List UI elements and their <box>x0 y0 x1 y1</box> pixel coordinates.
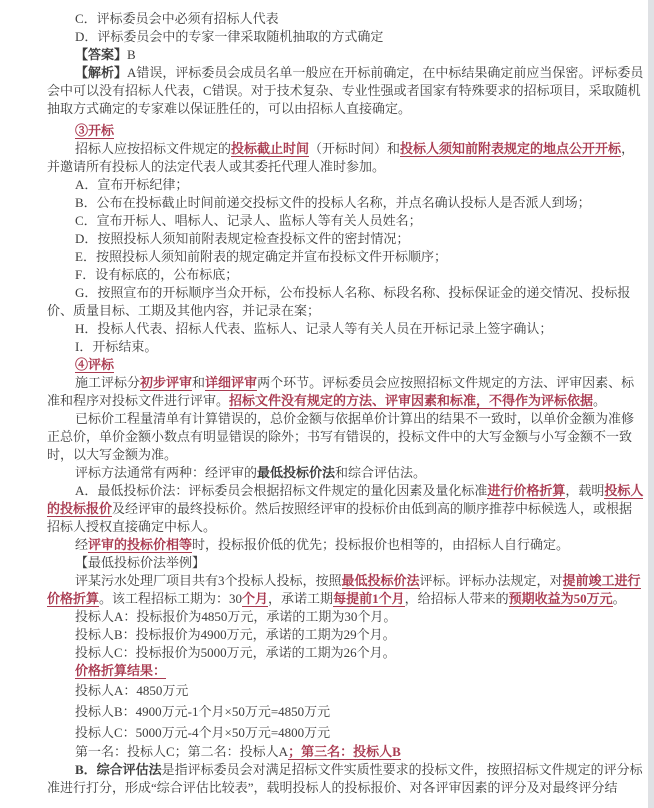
text-run: 是指评标委员会对满足招标文件实质性要求的投标文件，按照招标文件规定的评分标 <box>161 762 643 777</box>
text-run: 招标文件没有规定的方法、评审因素和标准，不得作为评标依据 <box>229 393 594 408</box>
text-run: E．按照投标人须知前附表的规定确定并宣布投标文件开标顺序； <box>75 249 447 264</box>
text-run: 价格折算结果： <box>75 663 167 678</box>
text-line <box>47 320 610 338</box>
text-run: 投标人C：投标报价为5000万元，承诺的工期为26个月。 <box>75 645 396 660</box>
text-run: 价、质量目标、工期及其他内容，并记录在案； <box>47 303 321 318</box>
text-run: 投标人B：投标报价为4900万元，承诺的工期为29个月。 <box>75 627 396 642</box>
text-run: 详细评审 <box>205 375 258 390</box>
text-line <box>47 10 610 28</box>
text-run: 和综合评估法。 <box>335 465 427 480</box>
text-run: F．设有标底的，公布标底； <box>75 267 239 282</box>
text-line <box>47 608 610 626</box>
text-line <box>47 140 635 158</box>
text-line <box>47 28 610 46</box>
text-run: 准和程序对投标文件进行评审。 <box>47 393 230 408</box>
text-run: 投标人须知前附表规定的地点公开开标 <box>400 141 622 156</box>
text-run: A错误，评标委员会成员名单一般应在开标前确定，在中标结果确定前应当保密。评标委员 <box>127 65 644 80</box>
text-line <box>47 46 610 64</box>
text-line <box>47 644 610 662</box>
text-run: （开标时间）和 <box>309 141 401 156</box>
text-run: 和 <box>192 375 206 390</box>
text-run: B．综合评估法 <box>75 762 162 777</box>
text-run: 初步评审 <box>140 375 193 390</box>
text-line <box>47 590 626 608</box>
text-line <box>47 410 635 428</box>
text-run: 第一名：投标人C；第二名：投标人A <box>75 744 289 759</box>
text-run: H．投标人代表、招标人代表、监标人、记录人等有关人员在开标记录上签字确认； <box>75 321 553 336</box>
text-run: 并邀请所有投标人的法定代表人或其委托代理人准时参加。 <box>47 159 386 174</box>
text-line <box>47 482 644 500</box>
text-line <box>47 338 610 356</box>
text-line <box>47 230 610 248</box>
text-run: 投标人A：投标报价为4850万元，承诺的工期为30个月。 <box>75 609 397 624</box>
text-run: ， <box>621 141 635 156</box>
text-run: 招标人授权直接确定中标人。 <box>47 519 217 534</box>
text-line <box>47 82 641 100</box>
text-run: 进行价格折算 <box>487 483 566 498</box>
text-run: 【答案】 <box>75 47 128 62</box>
text-run: 评标。评标办法规定，对 <box>419 573 563 588</box>
text-run: D．评标委员会中的专家一律采取随机抽取的方式确定 <box>75 29 384 44</box>
text-run: I．开标结束。 <box>75 339 158 354</box>
text-run: A．最低投标价法：评标委员会根据招标文件规定的量化因素及量化标准 <box>75 483 488 498</box>
text-run: ，承诺工期 <box>268 591 334 606</box>
text-run: D．按照投标人须知前附表规定检查投标文件的密封情况； <box>75 231 410 246</box>
text-run: 预期收益为50万元 <box>508 591 613 606</box>
text-run: 最低投标价法 <box>257 465 336 480</box>
text-run: ，给招标人带来的 <box>404 591 509 606</box>
text-line <box>47 194 610 212</box>
text-line <box>47 743 610 761</box>
text-run: 投标人B：4900万元-1个月×50万元=4850万元 <box>75 704 331 719</box>
text-run: 评审的投标价相等 <box>88 537 193 552</box>
text-line <box>47 392 610 410</box>
text-run: B <box>127 47 136 62</box>
text-line <box>47 626 610 644</box>
text-line <box>47 464 610 482</box>
text-line <box>47 212 610 230</box>
text-run: 评标方法通常有两种：经评审的 <box>75 465 258 480</box>
text-line <box>47 680 610 701</box>
text-run: 。 <box>612 591 626 606</box>
text-run: B．公布在投标截止时间前递交投标文件的投标人名称，并点名确认投标人是否派人到场； <box>75 195 591 210</box>
text-run: 【最低投标价法举例】 <box>75 555 206 570</box>
text-run: 。 <box>593 393 607 408</box>
text-line <box>47 100 610 118</box>
text-run: 价格折算 <box>47 591 100 606</box>
text-run: 准进行打分，形成“综合评估比较表”，载明投标人的投标报价、对各评审因素的评分及对最终评分结 <box>47 780 618 795</box>
page-edge-strip <box>648 0 654 808</box>
text-run: 提前竣工进行 <box>562 573 641 588</box>
text-run: 每提前1个月 <box>333 591 405 606</box>
text-line <box>47 572 641 590</box>
text-run: 已标价工程量清单有计算错误的，总价金额与依据单价计算出的结果不一致时，以单价金额为准修 <box>75 411 635 426</box>
text-run: 正总价，单价金额小数点有明显错误的除外；书写有错误的，投标文件中的大写金额与小写金额不一致 <box>47 429 633 444</box>
text-run: 。该工程招标工期为：30 <box>99 591 243 606</box>
text-run: 两个环节。评标委员会应按照招标文件规定的方法、评审因素、标 <box>257 375 635 390</box>
document-text <box>47 10 644 797</box>
text-line <box>47 64 644 82</box>
text-line <box>47 356 610 374</box>
text-line <box>47 428 633 446</box>
text-run: 【解析】 <box>75 65 128 80</box>
text-run: C．评标委员会中必须有招标人代表 <box>75 11 279 26</box>
text-line <box>47 662 610 680</box>
text-line <box>47 518 610 536</box>
text-line <box>47 374 635 392</box>
text-run: 抽取方式确定的专家难以保证胜任的，可以由招标人直接确定。 <box>47 101 412 116</box>
text-line <box>47 284 631 302</box>
text-line <box>47 248 610 266</box>
text-line <box>47 722 610 743</box>
text-line <box>47 446 610 464</box>
text-line <box>47 761 643 779</box>
text-run: 经 <box>75 537 89 552</box>
text-run: 施工评标分 <box>75 375 141 390</box>
text-run: 时，投标报价低的优先；投标报价也相等的，由招标人自行确定。 <box>192 537 570 552</box>
text-run: 会中可以没有招标人代表，C错误。对于技术复杂、专业性强或者国家有特殊要求的招标项目，采取随机 <box>47 83 641 98</box>
text-line <box>47 779 618 797</box>
text-run: 投标人C：5000万元-4个月×50万元=4800万元 <box>75 725 331 740</box>
text-run: 时，以大写金额为准。 <box>47 447 178 462</box>
text-line <box>47 122 610 140</box>
text-line <box>47 158 610 176</box>
text-run: ，载明 <box>565 483 605 498</box>
text-run: 招标人应按招标文件规定的 <box>75 141 232 156</box>
text-run: C．宣布开标人、唱标人、记录人、监标人等有关人员姓名； <box>75 213 422 228</box>
text-run: ；第三名：投标人B <box>288 744 401 759</box>
text-run: ③开标 <box>75 123 115 138</box>
text-line <box>47 266 610 284</box>
text-run: 评某污水处理厂项目共有3个投标人投标，按照 <box>75 573 342 588</box>
text-run: 最低投标价法 <box>341 573 420 588</box>
text-run: 投标截止时间 <box>231 141 310 156</box>
text-run: 的投标报价 <box>47 501 113 516</box>
text-line <box>47 701 610 722</box>
text-run: 投标人 <box>604 483 644 498</box>
text-run: 投标人A：4850万元 <box>75 683 189 698</box>
text-line <box>47 176 610 194</box>
text-run: ④评标 <box>75 357 115 372</box>
text-line <box>47 302 610 320</box>
text-line <box>47 554 610 572</box>
text-run: G．按照宣布的开标顺序当众开标，公布投标人名称、标段名称、投标保证金的递交情况、投标报 <box>75 285 631 300</box>
text-run: A．宣布开标纪律； <box>75 177 189 192</box>
text-run: 及经评审的最终投标价。然后按照经评审的投标价由低到高的顺序推荐中标候选人，或根据 <box>112 501 633 516</box>
text-line <box>47 500 633 518</box>
text-run: 个月 <box>242 591 269 606</box>
text-line <box>47 536 610 554</box>
